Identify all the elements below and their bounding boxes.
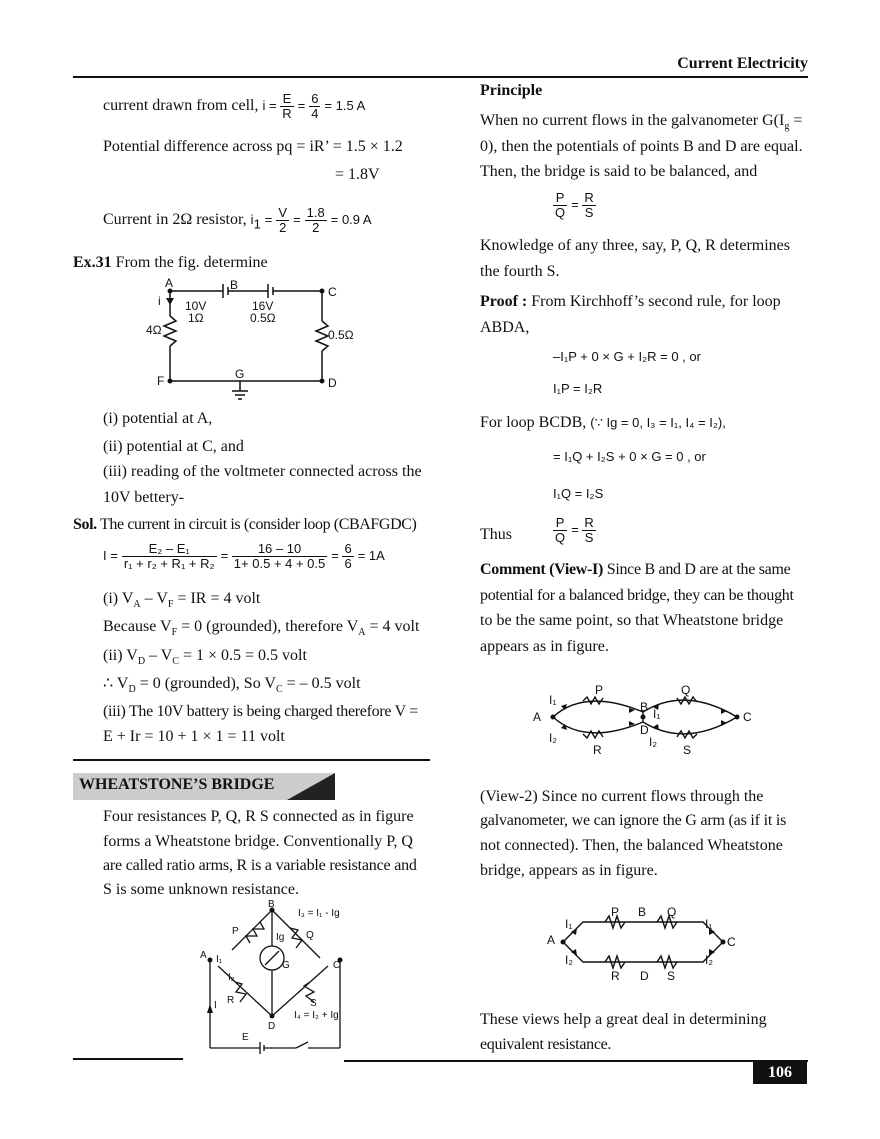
view2-label-i2: I₂ (565, 953, 573, 967)
line-potential-difference: Potential difference across pq = iR’ = 1.5 × 1.2 (103, 138, 403, 155)
question-1: (i) potential at A, (103, 410, 213, 427)
label-d: D (328, 376, 337, 390)
solution-step-4: ∴ $V_D = 0$ (grounded), So $V_C$ = – 0.5 volt (103, 675, 361, 696)
view2-label-c: C (727, 935, 736, 949)
bridge-label-i: I (214, 1000, 217, 1011)
section-tab-shape (287, 773, 335, 800)
bridge-label-q: Q (306, 930, 314, 941)
closing-line-1: These views help a great deal in determining (480, 1011, 767, 1028)
bridge-label-r: R (227, 995, 235, 1006)
wheatstone-p2: forms a Wheatstone bridge. Conventionally P, Q (103, 833, 413, 850)
section-rule (73, 759, 430, 761)
bridge-node-a (208, 958, 213, 963)
comment-line-2: potential for a balanced bridge, they can be thought (480, 587, 794, 604)
view2-label-i1: I₁ (565, 917, 573, 931)
bridge-label-g: G (282, 960, 290, 971)
principle-line-3: Then, the bridge is said to be balanced, and (480, 163, 758, 180)
solution-step-5b: E + Ir = 10 + 1 × 1 = 11 volt (103, 728, 285, 745)
view2-label-b: B (638, 905, 647, 919)
balance-ratio-equation: $\frac{P}{Q}$ = $\frac{R}{S}$ (555, 190, 594, 220)
view1-label-i1: I₁ (549, 693, 557, 707)
page-header-title: Current Electricity (677, 55, 808, 72)
bridge-label-p: P (232, 926, 239, 937)
view1-label-q: Q (681, 683, 691, 697)
label-i: i (158, 294, 161, 308)
label-05ohm-top: 0.5Ω (250, 311, 276, 325)
view2-label-q: Q (667, 905, 677, 919)
label-c: C (328, 285, 337, 299)
proof-line-2: ABDA, (480, 319, 530, 336)
comment-line-3: to be the same point, so that Wheatstone bridge (480, 612, 784, 629)
proof-line-1: Proof : From Kirchhoff’s second rule, for loop (480, 293, 781, 310)
footer-rule-right (344, 1060, 808, 1062)
view1-bridge-figure (525, 680, 765, 760)
label-1ohm: 1Ω (188, 311, 204, 325)
circuit-figure-ex31 (140, 276, 370, 404)
principle-line-1: When no current flows in the galvanometer $G(I_g$ = (480, 112, 803, 133)
bridge-label-d: D (268, 1021, 276, 1032)
section-heading-text: WHEATSTONE’S BRIDGE (79, 776, 275, 793)
label-a: A (165, 276, 174, 290)
bridge-label-i1: I₁ (216, 954, 223, 965)
view2-line-3: not connected). Then, the balanced Wheatstone (480, 837, 783, 854)
view2-current-arrows-icon (571, 928, 715, 956)
label-g: G (235, 367, 245, 381)
label-f: F (157, 374, 165, 388)
label-b: B (230, 278, 239, 292)
loop-bcdb-line: For loop BCDB, (∵ Ig = 0, I₃ = I₁, I₄ = I₂), (480, 414, 726, 431)
view1-label-d: D (640, 723, 649, 737)
bridge-label-b: B (268, 899, 275, 910)
wheatstone-p1: Four resistances P, Q, R S connected as in figure (103, 808, 414, 825)
view1-label-c: C (743, 710, 752, 724)
bridge-label-c: C (333, 960, 341, 971)
knowledge-line-1: Knowledge of any three, say, P, Q, R determines (480, 237, 790, 254)
solution-step-2: Because $V_F = 0$ (grounded), therefore $V_A = 4$ volt (103, 618, 420, 639)
wheatstone-p3: are called ratio arms, R is a variable resistance and (103, 857, 417, 874)
view1-label-i2: I₂ (549, 731, 557, 745)
solution-equation: I = $\frac{\text{E₂ – E₁}}{\text{r₁ + r₂ + R₁ + R₂}}$ = $\frac{16 - 10}{1+ 0.5 + 4 + 0.5}$ = $\frac{6}{6}$ = 1A (103, 541, 385, 571)
proof-equation-3: = I₁Q + I₂S + 0 × G = 0 , or (553, 449, 706, 464)
bridge-label-ig: Ig (276, 932, 285, 943)
view2-label-p: P (611, 905, 620, 919)
view2-label-r: R (611, 969, 620, 983)
current-arrow-icon (166, 298, 174, 305)
view2-label-a: A (547, 933, 556, 947)
view2-label-d: D (640, 969, 649, 983)
node-f (168, 379, 173, 384)
view2-label-i2b: I₂ (705, 953, 713, 967)
node-d (320, 379, 325, 384)
view2-bridge-figure (535, 902, 755, 984)
question-3a: (iii) reading of the voltmeter connected across the (103, 463, 422, 480)
bridge-label-i4: I₄ = I₂ + Ig (294, 1010, 339, 1021)
footer-rule-left (73, 1058, 183, 1060)
closing-line-2: equivalent resistance. (480, 1036, 612, 1053)
label-05ohm-right: 0.5Ω (328, 328, 354, 342)
solution-step-3: (ii) $V_D - V_C = 1 \times 0.5 = 0.5$ volt (103, 647, 307, 668)
thus-label: Thus (480, 526, 512, 543)
principle-heading: Principle (480, 82, 543, 99)
principle-line-2: 0), then the potentials of points B and D are equal. (480, 138, 803, 155)
view2-label-s: S (667, 969, 676, 983)
solution-intro: Sol. The current in circuit is (consider loop (CBAFGDC) (73, 516, 417, 533)
comment-line-1: Comment (View-I) Since B and D are at the same (480, 561, 791, 578)
proof-equation-4: I₁Q = I₂S (553, 486, 604, 501)
bridge-label-i3: I₃ = I₁ - Ig (298, 908, 340, 919)
view2-label-i1b: I₁ (705, 917, 713, 931)
wheatstone-bridge-figure (190, 898, 360, 1066)
knowledge-line-2: the fourth S. (480, 263, 560, 280)
view1-label-i2b: I₂ (649, 735, 657, 749)
view2-line-2: galvanometer, we can ignore the G arm (as if it is (480, 812, 787, 829)
view1-label-a: A (533, 710, 542, 724)
view2-line-1: (View-2) Since no current flows through the (480, 788, 764, 805)
bridge-current-arrow-icon (207, 1004, 213, 1013)
label-10v: 10V (185, 299, 207, 313)
label-16v: 16V (252, 299, 274, 313)
view1-label-i1b: I₁ (653, 707, 661, 721)
bridge-label-e: E (242, 1032, 249, 1043)
page-number: 106 (753, 1062, 807, 1084)
bridge-label-s: S (310, 998, 317, 1009)
bridge-node-d (270, 1014, 275, 1019)
solution-step-1: (i) $V_A - V_F$ = IR = 4 volt (103, 590, 261, 611)
proof-equation-1: –I₁P + 0 × G + I₂R = 0 , or (553, 349, 701, 364)
section-heading-wheatstone (73, 773, 335, 800)
question-3b: 10V bettery- (103, 489, 185, 506)
bridge-label-i2: I₂ (228, 972, 235, 983)
comment-line-4: appears as in figure. (480, 638, 609, 655)
bridge-label-a: A (200, 950, 207, 961)
view1-label-r: R (593, 743, 602, 757)
view1-label-b: B (640, 700, 649, 714)
view1-label-p: P (595, 683, 604, 697)
solution-step-5a: (iii) The 10V battery is being charged therefore V = (103, 703, 418, 720)
view2-line-4: bridge, appears as in figure. (480, 862, 658, 879)
thus-ratio-equation: $\frac{P}{Q}$ = $\frac{R}{S}$ (555, 515, 594, 545)
line-potential-result: = 1.8V (335, 166, 380, 183)
example-31: Ex.31 From the fig. determine (73, 254, 268, 271)
wheatstone-p4: S is some unknown resistance. (103, 881, 299, 898)
view1-label-s: S (683, 743, 692, 757)
label-4ohm: 4Ω (146, 323, 162, 337)
question-2: (ii) potential at C, and (103, 438, 244, 455)
header-rule (73, 76, 808, 78)
node-c (320, 289, 325, 294)
line-current-drawn: current drawn from cell, i = $\frac{E}{R}$ = $\frac{6}{4}$ = 1.5 A (103, 91, 366, 121)
proof-equation-2: I₁P = I₂R (553, 381, 603, 396)
line-current-2ohm: Current in 2Ω resistor, $i_1$ = $\frac{V}{2}$ = $\frac{1.8}{2}$ = 0.9 A (103, 205, 372, 235)
